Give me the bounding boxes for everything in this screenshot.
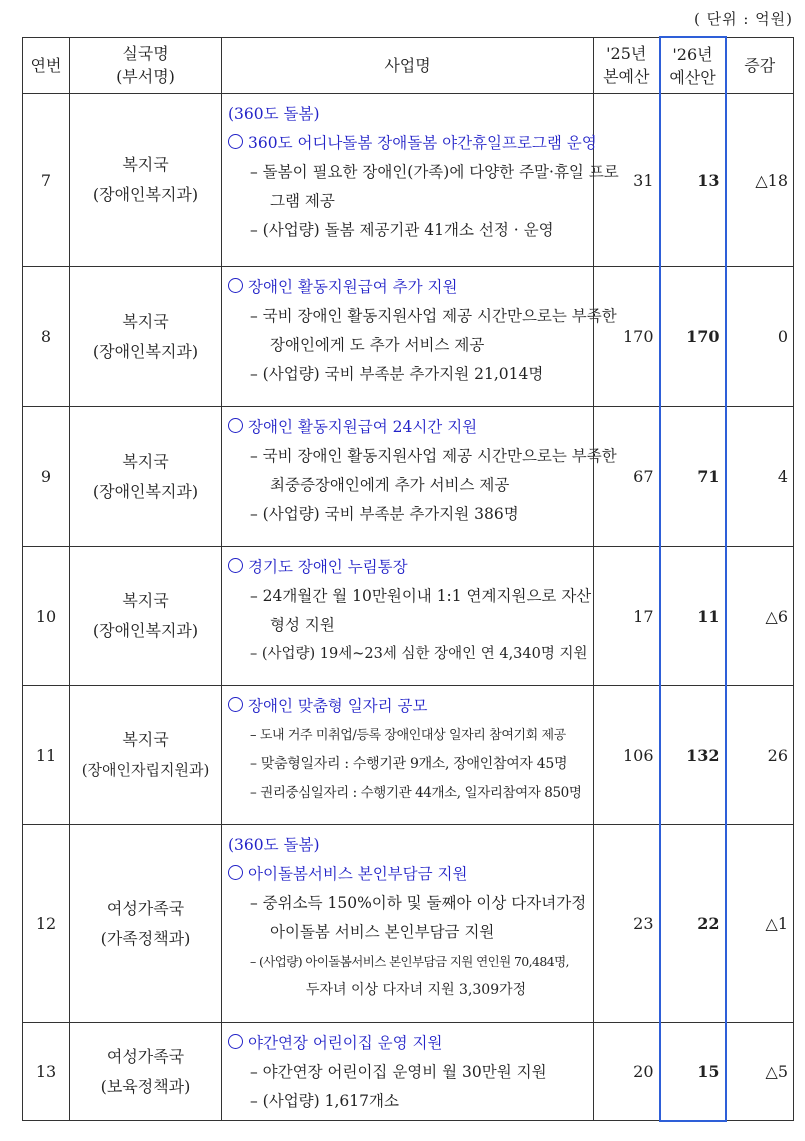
- header-dept-line2: (부서명): [116, 67, 175, 87]
- circle-bullet-icon: [228, 697, 243, 712]
- row-dept: [70, 1023, 222, 1121]
- row-division: (장애인복지과): [92, 621, 199, 640]
- header-dept: [70, 37, 222, 94]
- header-no: 연번: [23, 37, 70, 94]
- row-bureau: 복지국: [122, 155, 169, 174]
- circle-bullet-icon: [228, 865, 243, 880]
- circle-bullet-icon: [228, 278, 243, 293]
- project-detail: – 맞춤형일자리 : 수행기관 9개소, 장애인참여자 45명: [250, 756, 568, 772]
- circle-bullet-icon: [228, 558, 243, 573]
- row-prev-budget: 67: [594, 407, 660, 547]
- project-detail: – 권리중심일자리 : 수행기관 44개소, 일자리참여자 850명: [250, 785, 582, 801]
- header-next-line1: '26년: [672, 44, 713, 64]
- project-detail: – (사업량) 19세~23세 심한 장애인 연 4,340명 지원: [250, 646, 588, 662]
- row-prev-budget: 17: [594, 547, 660, 686]
- header-prev-line1: '25년: [606, 44, 647, 64]
- row-dept: [70, 547, 222, 686]
- header-prev-budget: [594, 37, 660, 94]
- row-project: [222, 267, 617, 407]
- circle-bullet-icon: [228, 1034, 243, 1049]
- project-detail: 그램 제공: [270, 192, 335, 210]
- header-dept-line1: 실국명: [122, 44, 169, 64]
- row-dept: [70, 825, 222, 1023]
- row-no: 11: [23, 686, 70, 825]
- row-division: (장애인자립지원과): [81, 761, 210, 779]
- project-detail: – (사업량) 국비 부족분 추가지원 21,014명: [250, 365, 544, 383]
- row-next-budget: 15: [660, 1023, 726, 1121]
- row-division: (가족정책과): [100, 928, 191, 948]
- project-detail: – 24개월간 월 10만원이내 1:1 연계지원으로 자산: [250, 587, 592, 605]
- project-title: 아이돌봄서비스 본인부담금 지원: [248, 865, 468, 883]
- row-next-budget: 71: [660, 407, 726, 547]
- row-division: (장애인복지과): [92, 341, 199, 361]
- row-bureau: 복지국: [122, 451, 169, 471]
- project-detail: – 국비 장애인 활동지원사업 제공 시간만으로는 부족한: [250, 307, 617, 325]
- row-next-budget: 13: [660, 94, 726, 267]
- table-row: [23, 686, 794, 825]
- project-detail: 두자녀 이상 다자녀 지원 3,309가정: [306, 982, 527, 998]
- table-row: [23, 1023, 794, 1121]
- row-prev-budget: 170: [594, 267, 660, 407]
- row-division: (보육정책과): [100, 1076, 191, 1096]
- table-row: [23, 547, 794, 686]
- row-dept: [70, 407, 222, 547]
- row-division: (장애인복지과): [92, 185, 199, 204]
- row-no: 13: [23, 1023, 70, 1121]
- project-title: 장애인 활동지원급여 24시간 지원: [248, 418, 478, 436]
- row-bureau: 여성가족국: [106, 898, 185, 918]
- row-no: 9: [23, 407, 70, 547]
- table-row: [23, 94, 794, 267]
- row-bureau: 여성가족국: [106, 1046, 185, 1066]
- row-dept: [70, 267, 222, 407]
- table-row: [23, 407, 794, 547]
- header-row: [23, 37, 794, 94]
- row-no: 7: [23, 94, 70, 267]
- project-detail: – 중위소득 150%이하 및 둘째아 이상 다자녀가정: [250, 894, 587, 912]
- row-change: △5: [726, 1023, 794, 1121]
- row-prev-budget: 106: [594, 686, 660, 825]
- row-project: [222, 94, 619, 267]
- row-project: [222, 407, 617, 547]
- row-no: 8: [23, 267, 70, 407]
- header-change: 증감: [726, 37, 794, 94]
- row-project: [222, 547, 594, 686]
- row-prev-budget: 20: [594, 1023, 660, 1121]
- project-detail: 장애인에게 도 추가 서비스 제공: [270, 336, 485, 354]
- table-row: [23, 267, 794, 407]
- row-prev-budget: 31: [594, 94, 660, 267]
- unit-note: ( 단위 : 억원): [693, 10, 793, 28]
- row-change: △1: [726, 825, 794, 1023]
- project-tag: (360도 돌봄): [228, 105, 320, 123]
- row-next-budget: 22: [660, 825, 726, 1023]
- project-detail: – (사업량) 돌봄 제공기관 41개소 선정 · 운영: [250, 221, 554, 239]
- project-detail: 형성 지원: [270, 616, 335, 634]
- row-project: [222, 686, 594, 825]
- row-change: △18: [726, 94, 794, 267]
- row-no: 12: [23, 825, 70, 1023]
- row-project: [222, 1023, 594, 1121]
- project-tag: (360도 돌봄): [228, 836, 320, 854]
- header-next-line2: 예산안: [669, 67, 716, 87]
- row-dept: [70, 686, 222, 825]
- table-row: [23, 825, 794, 1023]
- row-change: 26: [726, 686, 794, 825]
- row-prev-budget: 23: [594, 825, 660, 1023]
- row-next-budget: 132: [660, 686, 726, 825]
- header-project: 사업명: [222, 37, 594, 94]
- project-title: 경기도 장애인 누림통장: [248, 558, 408, 576]
- budget-table: [22, 36, 794, 1122]
- project-title: 360도 어디나돌봄 장애돌봄 야간휴일프로그램 운영: [248, 134, 597, 152]
- project-detail: – (사업량) 1,617개소: [250, 1092, 399, 1110]
- project-detail: 최중증장애인에게 추가 서비스 제공: [270, 476, 510, 494]
- project-detail: – (사업량) 아이돌봄서비스 본인부담금 지원 연인원 70,484명,: [250, 954, 569, 969]
- project-detail: – 국비 장애인 활동지원사업 제공 시간만으로는 부족한: [250, 447, 617, 465]
- row-change: △6: [726, 547, 794, 686]
- project-detail: – 야간연장 어린이집 운영비 월 30만원 지원: [250, 1063, 547, 1081]
- row-change: 4: [726, 407, 794, 547]
- header-prev-line2: 본예산: [603, 67, 650, 87]
- project-detail: 아이돌봄 서비스 본인부담금 지원: [270, 923, 495, 941]
- project-title: 장애인 활동지원급여 추가 지원: [248, 278, 458, 296]
- row-project: [222, 825, 594, 1023]
- row-bureau: 복지국: [122, 311, 169, 331]
- circle-bullet-icon: [228, 134, 243, 149]
- row-bureau: 복지국: [122, 591, 169, 610]
- project-detail: – 도내 거주 미취업/등록 장애인대상 일자리 참여기회 제공: [250, 728, 566, 743]
- row-change: 0: [726, 267, 794, 407]
- header-next-budget: [660, 37, 726, 94]
- row-dept: [70, 94, 222, 267]
- project-title: 장애인 맞춤형 일자리 공모: [248, 697, 428, 715]
- row-bureau: 복지국: [122, 730, 169, 749]
- project-title: 야간연장 어린이집 운영 지원: [248, 1034, 443, 1052]
- project-detail: – (사업량) 국비 부족분 추가지원 386명: [250, 505, 519, 523]
- row-division: (장애인복지과): [92, 481, 199, 501]
- row-next-budget: 11: [660, 547, 726, 686]
- row-next-budget: 170: [660, 267, 726, 407]
- row-no: 10: [23, 547, 70, 686]
- project-detail: – 돌봄이 필요한 장애인(가족)에 다양한 주말·휴일 프로: [250, 163, 619, 181]
- circle-bullet-icon: [228, 418, 243, 433]
